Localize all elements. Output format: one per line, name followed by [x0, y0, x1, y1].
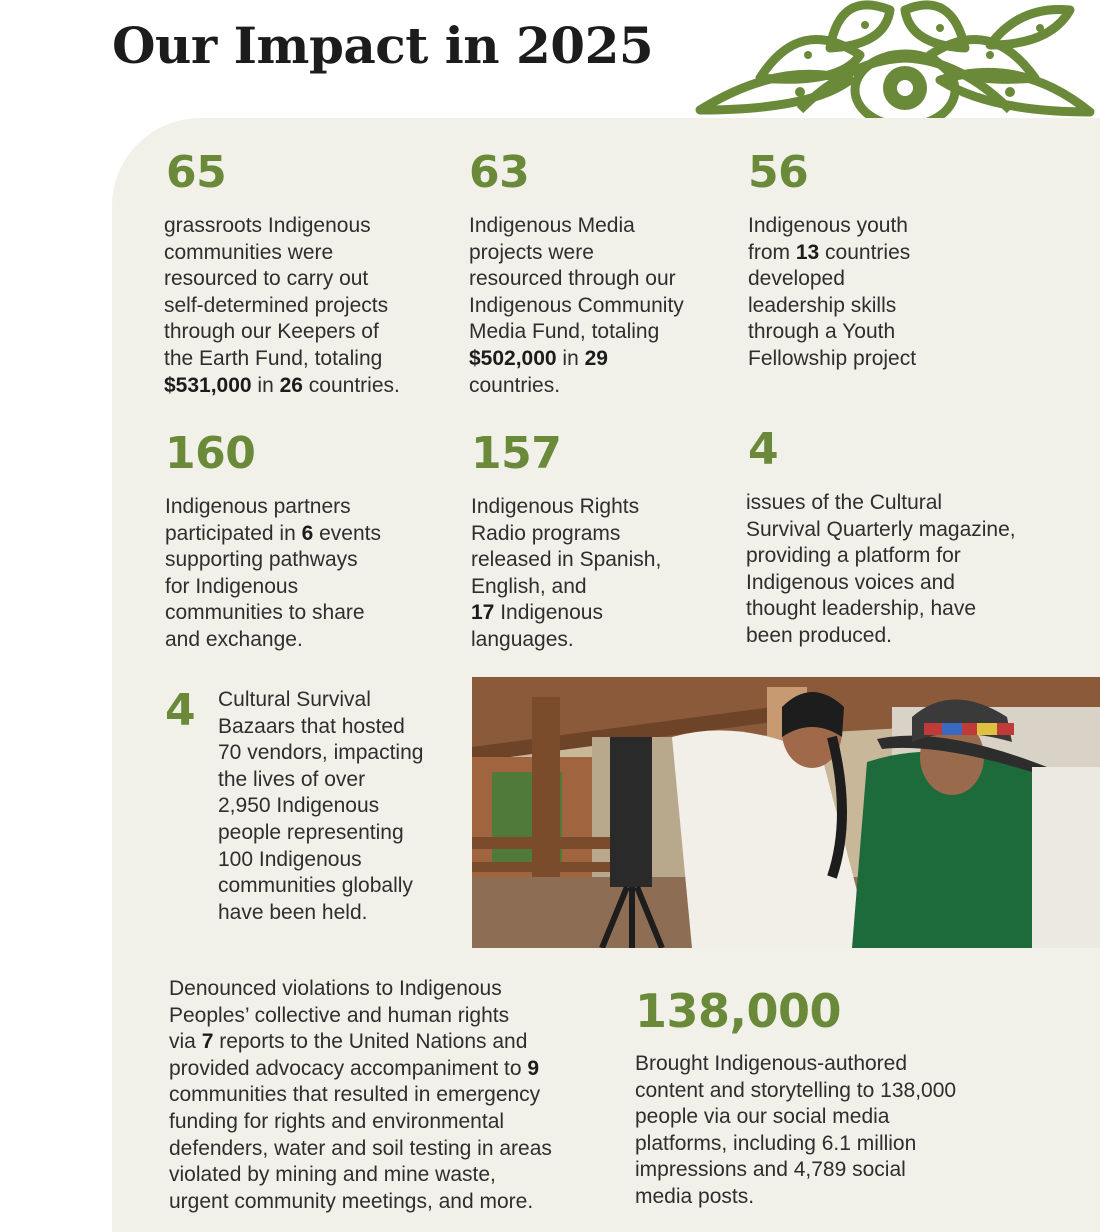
- stat-number: 4: [165, 685, 196, 736]
- stat-advocacy: [169, 976, 552, 1215]
- stat-description: Indigenous Rights Radio programs released in Spanish, English, and 17 Indigenous languages.: [471, 495, 662, 651]
- stat-keepers-fund: [166, 147, 400, 399]
- stat-magazine-issues: [748, 424, 1016, 650]
- stat-radio-programs: [471, 428, 661, 654]
- stat-description: issues of the Cultural Survival Quarterly magazine, providing a platform for Indigenous voices and thought leadership, have been produced.: [746, 491, 1016, 647]
- stat-number: 138,000: [635, 984, 842, 1038]
- stat-description: Indigenous partners participated in 6 events supporting pathways for Indigenous communities to share and exchange.: [165, 495, 381, 651]
- stat-number: 56: [748, 147, 809, 198]
- stat-number: 4: [748, 424, 779, 475]
- stat-social-media: [635, 985, 956, 1211]
- stat-description: Brought Indigenous-authored content and storytelling to 138,000 people via our social media platforms, including 6.1 million impressions and 4,789 social media posts.: [635, 1052, 957, 1208]
- stat-media-fund: [469, 147, 684, 399]
- page-title: Our Impact in 2025: [112, 16, 654, 75]
- stat-bazaars: [165, 685, 423, 926]
- stat-description: Cultural Survival Bazaars that hosted 70 vendors, impacting the lives of over 2,950 Indigenous people representing 100 Indigenous communities globally have been held.: [218, 688, 424, 924]
- stat-partners-events: [165, 428, 381, 654]
- stat-youth-fellowship: [748, 147, 916, 373]
- mandala-ornament-icon: [690, 0, 1100, 120]
- stat-number: 157: [471, 428, 562, 479]
- stat-description: Denounced violations to Indigenous Peoples’ collective and human rights via 7 reports to the United Nations and provided advocacy accompaniment to 9 communities that resulted in emergency funding for rights and environmental defenders, water and soil testing in areas violated by mining and mine waste, urgent community meetings, and more.: [169, 977, 552, 1213]
- stat-number: 65: [166, 147, 227, 198]
- stat-description: Indigenous Media projects were resourced through our Indigenous Community Media Fund, totaling $502,000 in 29 countries.: [469, 214, 684, 397]
- stat-description: Indigenous youth from 13 countries developed leadership skills through a Youth Fellowship project: [748, 214, 917, 370]
- stat-description: grassroots Indigenous communities were resourced to carry out self-determined projects through our Keepers of the Earth Fund, totaling $531,000 in 26 countries.: [164, 214, 400, 397]
- photo-women-filming: [472, 677, 1100, 948]
- stat-number: 160: [165, 428, 256, 479]
- stat-number: 63: [469, 147, 530, 198]
